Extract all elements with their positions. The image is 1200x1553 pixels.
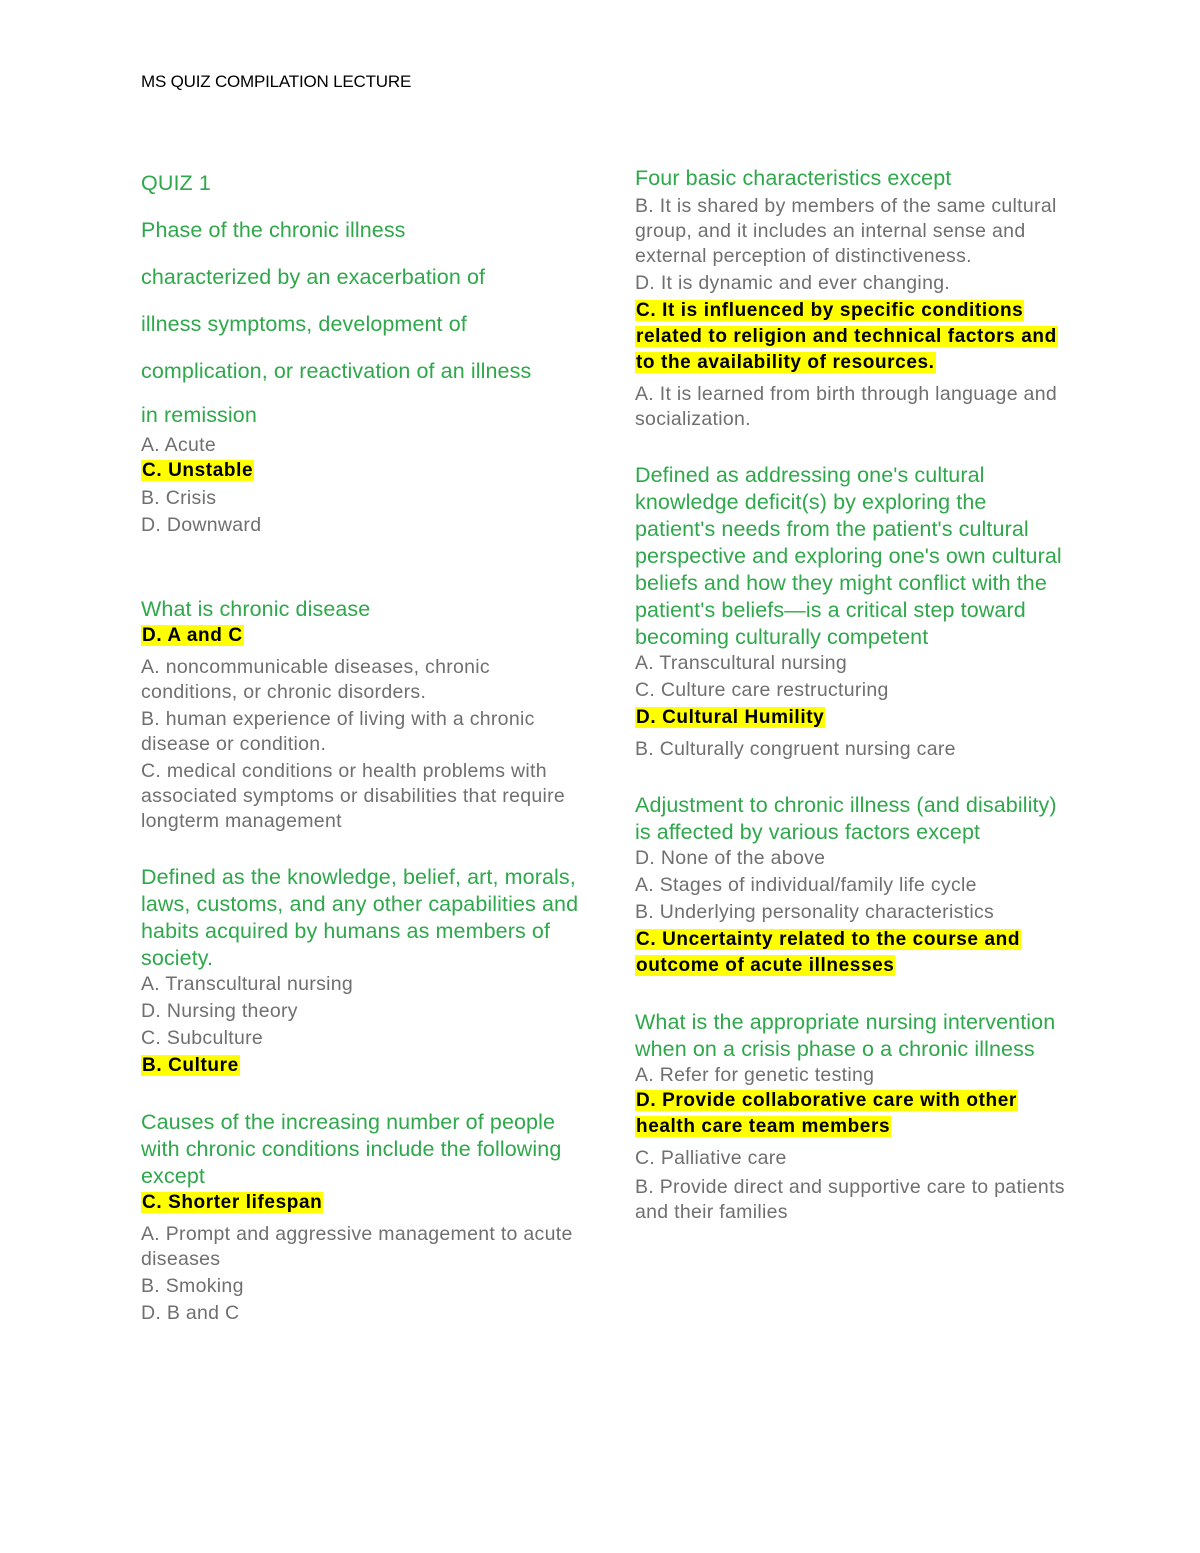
question-text: Defined as addressing one's cultural knowledge deficit(s) by exploring the patient's needs from the patient's cultural perspective and exploring one's own cultural beliefs and how they might conflict with the patient's beliefs—is a critical step toward becoming culturally competent <box>635 463 1062 649</box>
answer-highlight: D. Cultural Humility <box>636 707 825 728</box>
option: D. B and C <box>141 1302 240 1324</box>
answer-highlight: C. It is influenced by specific conditions related to religion and technical factors and to the availability of resources. <box>636 300 1057 373</box>
question-block-3 <box>141 864 581 1079</box>
answer-highlight: D. Provide collaborative care with other health care team members <box>636 1090 1017 1137</box>
option: A. Acute <box>141 434 217 456</box>
left-column <box>141 160 581 1326</box>
question-line: complication, or reactivation of an illness <box>141 359 532 383</box>
question-block-1 <box>141 207 581 538</box>
answer-highlight: C. Shorter lifespan <box>142 1192 323 1213</box>
option: D. It is dynamic and ever changing. <box>635 272 951 294</box>
option: C. Palliative care <box>635 1147 787 1169</box>
question-block-7 <box>635 792 1065 979</box>
option: A. Transcultural nursing <box>635 652 848 674</box>
option: A. Prompt and aggressive management to acute diseases <box>141 1223 573 1270</box>
question-text: Causes of the increasing number of people with chronic conditions include the following except <box>141 1110 562 1188</box>
question-block-4 <box>141 1109 581 1326</box>
answer-highlight: B. Culture <box>142 1055 239 1076</box>
option: A. noncommunicable diseases, chronic conditions, or chronic disorders. <box>141 656 490 703</box>
correct-answer <box>141 1053 581 1079</box>
option: B. It is shared by members of the same cultural group, and it includes an internal sense and external perception of distinctiveness. <box>635 195 1057 267</box>
option: A. Refer for genetic testing <box>635 1064 875 1086</box>
question-text: Adjustment to chronic illness (and disability) is affected by various factors except <box>635 793 1057 844</box>
question-line: illness symptoms, development of <box>141 312 467 336</box>
right-column <box>635 160 1065 1225</box>
option: B. Underlying personality characteristics <box>635 901 995 923</box>
correct-answer <box>635 927 1065 979</box>
answer-highlight: D. A and C <box>142 625 243 646</box>
correct-answer <box>635 705 1065 731</box>
question-line: in remission <box>141 403 257 427</box>
option: B. human experience of living with a chronic disease or condition. <box>141 708 535 755</box>
option: B. Smoking <box>141 1275 244 1297</box>
question-block-2 <box>141 596 581 834</box>
question-line: characterized by an exacerbation of <box>141 265 486 289</box>
correct-answer <box>141 1190 581 1216</box>
question-text: Defined as the knowledge, belief, art, morals, laws, customs, and any other capabilities and habits acquired by humans as members of society. <box>141 865 579 970</box>
question-block-5 <box>635 160 1065 432</box>
question-block-8 <box>635 1009 1065 1225</box>
document-header: MS QUIZ COMPILATION LECTURE <box>141 72 412 91</box>
option: B. Crisis <box>141 487 217 509</box>
option: C. Subculture <box>141 1027 264 1049</box>
option: A. Transcultural nursing <box>141 973 354 995</box>
question-text: What is the appropriate nursing intervention when on a crisis phase o a chronic illness <box>635 1010 1056 1061</box>
quiz-label: QUIZ 1 <box>141 171 211 195</box>
option: C. Culture care restructuring <box>635 679 889 701</box>
option: B. Culturally congruent nursing care <box>635 738 956 760</box>
correct-answer <box>141 623 581 649</box>
correct-answer <box>141 458 581 484</box>
option: B. Provide direct and supportive care to patients and their families <box>635 1176 1065 1223</box>
answer-highlight: C. Unstable <box>142 460 254 481</box>
option: D. Nursing theory <box>141 1000 298 1022</box>
option: A. It is learned from birth through language and socialization. <box>635 383 1057 430</box>
correct-answer <box>635 298 1065 376</box>
question-line: Phase of the chronic illness <box>141 218 406 242</box>
question-block-6 <box>635 462 1065 762</box>
option: D. None of the above <box>635 847 826 869</box>
option: D. Downward <box>141 514 262 536</box>
question-text: What is chronic disease <box>141 597 371 621</box>
option: C. medical conditions or health problems with associated symptoms or disabilities that require longterm management <box>141 760 566 832</box>
option: A. Stages of individual/family life cycle <box>635 874 977 896</box>
answer-highlight: C. Uncertainty related to the course and outcome of acute illnesses <box>636 929 1021 976</box>
question-text: Four basic characteristics except <box>635 166 952 190</box>
correct-answer <box>635 1088 1065 1140</box>
